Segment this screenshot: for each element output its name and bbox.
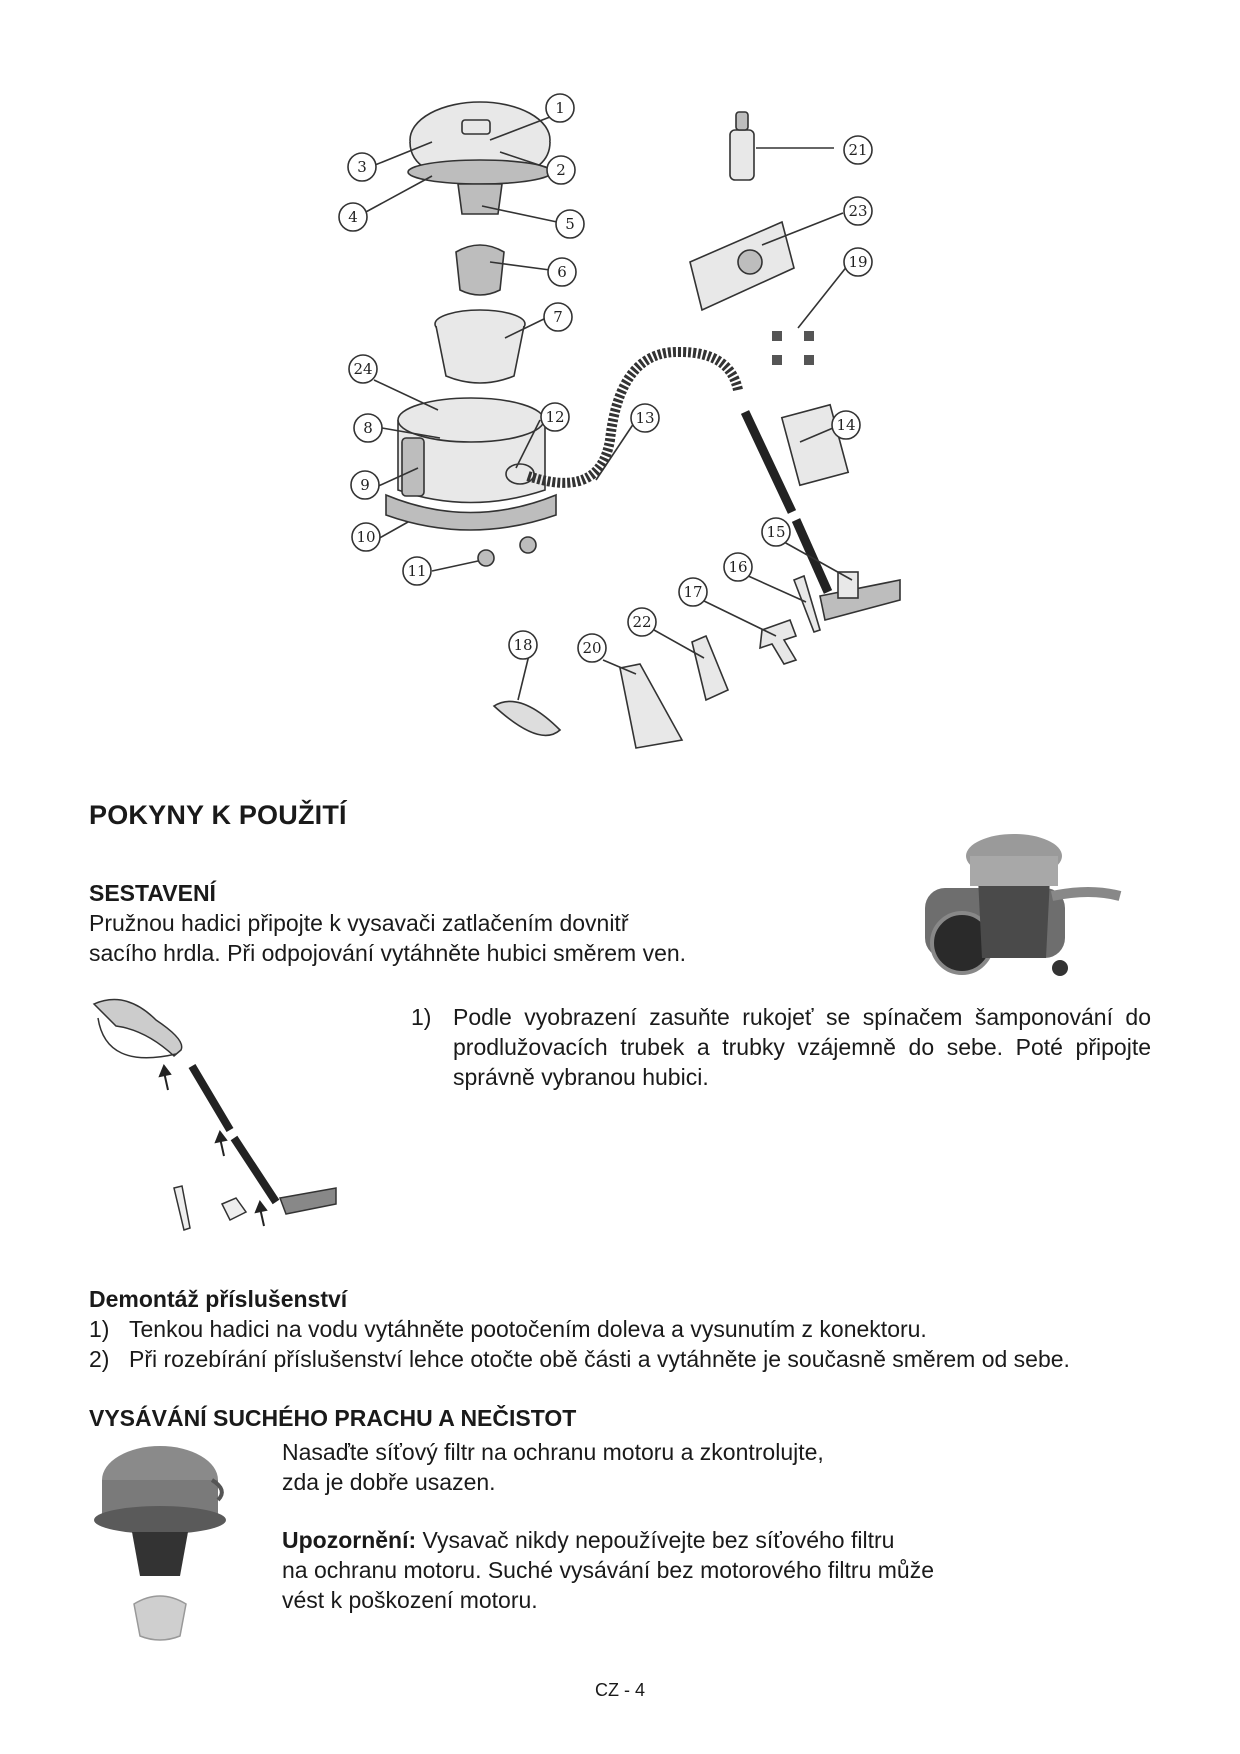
dry-line-1: Nasaďte síťový filtr na ochranu motoru a zkontrolujte, xyxy=(282,1439,824,1465)
vacuum-photo xyxy=(920,818,1145,980)
section-title: POKYNY K POUŽITÍ xyxy=(89,800,347,830)
callout-10 xyxy=(352,523,380,551)
svg-text:16: 16 xyxy=(728,558,748,576)
callout-11 xyxy=(403,557,431,585)
callout-13 xyxy=(631,404,659,432)
svg-text:3: 3 xyxy=(357,158,367,176)
upholstery-nozzle-part xyxy=(760,620,796,664)
assembly-step-1-text: Podle vyobrazení zasuňte rukojeť se spínačem šamponování do prodlužovacích trubek a trubky vzájemně do sebe. Poté připojte správně vybranou hubici. xyxy=(453,1004,1151,1090)
disassembly-item-2 xyxy=(89,1344,1070,1374)
crevice-nozzle-part xyxy=(794,576,820,632)
warning-text-1: Vysavač nikdy nepoužívejte bez síťového filtru xyxy=(416,1527,895,1553)
dust-bag-part xyxy=(435,310,525,383)
svg-text:5: 5 xyxy=(565,215,575,233)
callout-7 xyxy=(544,303,572,331)
floor-nozzle-part xyxy=(820,572,900,620)
svg-text:6: 6 xyxy=(557,263,567,281)
assembly-step-1 xyxy=(411,1002,1151,1092)
extension-tubes-part xyxy=(745,405,848,592)
callout-6 xyxy=(548,258,576,286)
callout-8 xyxy=(354,414,382,442)
assembly-line-2: sacího hrdla. Při odpojování vytáhněte hubici směrem ven. xyxy=(89,940,687,966)
page-number: CZ - 4 xyxy=(594,1680,645,1700)
callout-1 xyxy=(546,94,574,122)
svg-text:13: 13 xyxy=(635,409,655,427)
callout-24 xyxy=(349,355,377,383)
svg-text:12: 12 xyxy=(545,408,565,426)
dry-warning-line-2: na ochranu motoru. Suché vysávání bez motorového filtru může xyxy=(282,1557,935,1583)
svg-text:24: 24 xyxy=(353,360,373,378)
dry-line-2: zda je dobře usazen. xyxy=(282,1469,496,1495)
disassembly-item-1-text: Tenkou hadici na vodu vytáhněte pootočením doleva a vysunutím z konektoru. xyxy=(129,1316,927,1342)
disassembly-item-1-number: 1) xyxy=(89,1316,110,1342)
small-shampoo-nozzle-part xyxy=(692,636,728,700)
clips-part xyxy=(772,331,814,365)
tank-part xyxy=(386,398,556,530)
callout-16 xyxy=(724,553,752,581)
large-shampoo-nozzle-part xyxy=(620,664,682,748)
callout-12 xyxy=(541,403,569,431)
assembly-step-1-number: 1) xyxy=(411,1004,432,1030)
callout-22 xyxy=(628,608,656,636)
disassembly-heading: Demontáž příslušenství xyxy=(89,1286,348,1312)
svg-text:23: 23 xyxy=(848,202,868,220)
callout-20 xyxy=(578,634,606,662)
svg-text:9: 9 xyxy=(360,476,370,494)
svg-text:7: 7 xyxy=(553,308,563,326)
callout-15 xyxy=(762,518,790,546)
callout-19 xyxy=(844,248,872,276)
casters-part xyxy=(478,537,536,566)
callout-5 xyxy=(556,210,584,238)
svg-text:17: 17 xyxy=(683,583,703,601)
svg-text:19: 19 xyxy=(848,253,868,271)
svg-text:10: 10 xyxy=(356,528,376,546)
dry-warning-line-3: vést k poškození motoru. xyxy=(282,1587,538,1613)
dry-vacuuming-heading: VYSÁVÁNÍ SUCHÉHO PRACHU A NEČISTOT xyxy=(89,1405,577,1431)
callout-9 xyxy=(351,471,379,499)
callout-18 xyxy=(509,631,537,659)
callout-23 xyxy=(844,197,872,225)
svg-text:11: 11 xyxy=(407,562,427,580)
svg-text:21: 21 xyxy=(848,141,868,159)
filter-part xyxy=(456,245,504,295)
assembly-illustration xyxy=(86,990,346,1240)
disassembly-item-2-number: 2) xyxy=(89,1346,110,1372)
svg-text:8: 8 xyxy=(363,419,373,437)
callout-17 xyxy=(679,578,707,606)
svg-text:1: 1 xyxy=(555,99,565,117)
callout-21 xyxy=(844,136,872,164)
exploded-parts-diagram xyxy=(330,85,920,765)
handle-part xyxy=(494,701,560,735)
svg-text:22: 22 xyxy=(632,613,652,631)
warning-label: Upozornění: xyxy=(282,1527,417,1553)
callout-14 xyxy=(832,411,860,439)
shampoo-bottle-part xyxy=(730,112,754,180)
svg-text:18: 18 xyxy=(513,636,533,654)
svg-text:15: 15 xyxy=(766,523,786,541)
disassembly-item-1 xyxy=(89,1314,927,1344)
svg-text:4: 4 xyxy=(348,208,358,226)
dry-warning-line-1 xyxy=(282,1525,894,1555)
paper-bag-part xyxy=(690,222,794,310)
assembly-line-1: Pružnou hadici připojte k vysavači zatlačením dovnitř xyxy=(89,910,629,936)
disassembly-item-2-text: Při rozebírání příslušenství lehce otočte obě části a vytáhněte je současně směrem od sebe. xyxy=(129,1346,1070,1372)
svg-text:20: 20 xyxy=(582,639,602,657)
assembly-heading: SESTAVENÍ xyxy=(89,880,216,906)
svg-text:14: 14 xyxy=(836,416,856,434)
svg-text:2: 2 xyxy=(556,161,566,179)
callout-2 xyxy=(547,156,575,184)
motor-filter-photo xyxy=(90,1440,240,1650)
callout-4 xyxy=(339,203,367,231)
motor-head-part xyxy=(408,102,552,214)
callout-3 xyxy=(348,153,376,181)
